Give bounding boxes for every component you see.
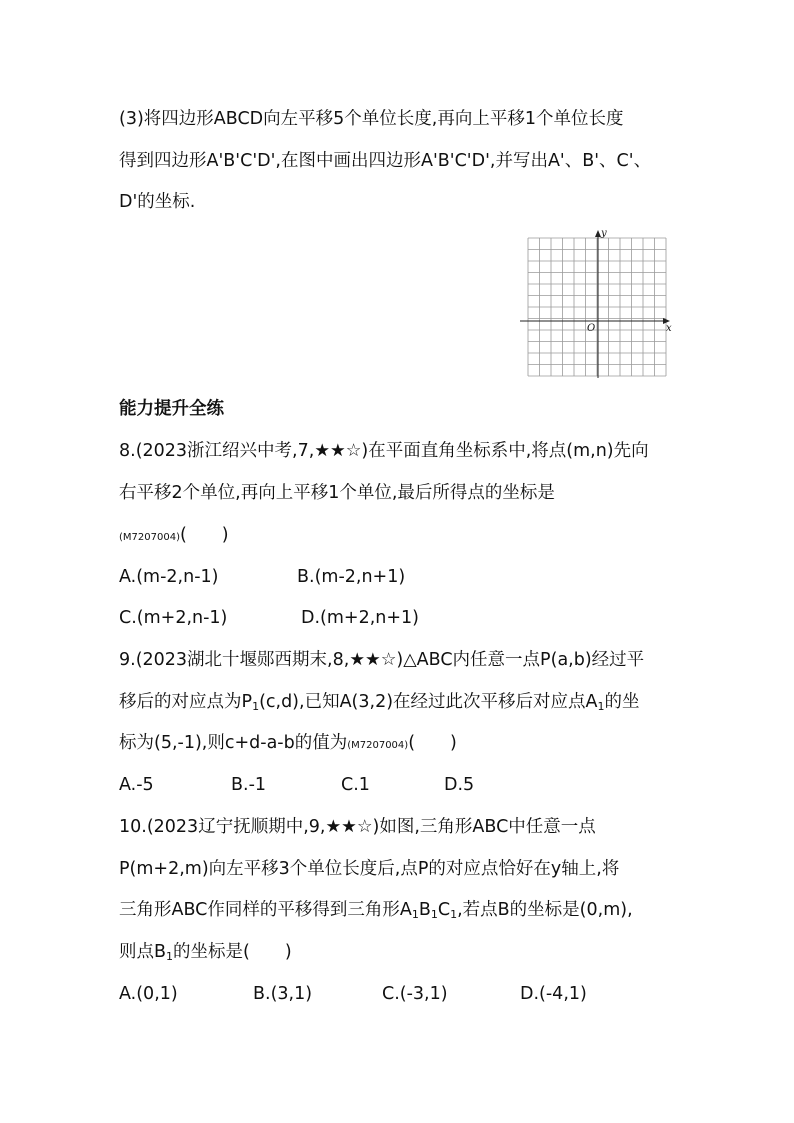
q10-option-a: A.(0,1) (119, 984, 178, 1004)
q10-line3-text-a: 三角形ABC作同样的平移得到三角形A (119, 900, 412, 920)
q10-subscript: 1 (430, 908, 438, 921)
q10-line3-text-d: ,若点B的坐标是(0,m), (457, 900, 633, 920)
q9-line1: 9.(2023湖北十堰郧西期末,8,★★☆)△ABC内任意一点P(a,b)经过平 (119, 650, 645, 670)
q8-option-a: A.(m-2,n-1) (119, 567, 219, 587)
q8-option-d: D.(m+2,n+1) (301, 608, 419, 628)
q7-part3-line2: 得到四边形A'B'C'D',在图中画出四边形A'B'C'D',并写出A'、B'、C'、 (119, 151, 652, 171)
q9-answer-bracket: ( ) (408, 733, 457, 753)
q8-option-c: C.(m+2,n-1) (119, 608, 228, 628)
q9-line2-text-c: 的坐 (604, 692, 640, 712)
q9-option-b: B.-1 (231, 775, 267, 795)
q10-line4-text-a: 则点B (119, 942, 167, 962)
q9-line2 (119, 690, 640, 714)
q8-code: (M7207004) (119, 532, 180, 543)
q8-line3 (119, 523, 229, 550)
q8-line2: 右平移2个单位,再向上平移1个单位,最后所得点的坐标是 (119, 483, 555, 503)
q9-code: (M7207004) (347, 740, 409, 751)
grid-lines (528, 238, 666, 376)
q10-line3-text-c: C (437, 900, 451, 920)
q9-option-c: C.1 (341, 775, 370, 795)
q10-line3 (119, 898, 633, 922)
q8-line1: 8.(2023浙江绍兴中考,7,★★☆)在平面直角坐标系中,将点(m,n)先向 (119, 441, 649, 461)
q9-line3-text: 标为(5,-1),则c+d-a-b的值为 (119, 733, 348, 753)
q7-part3-line3: D'的坐标. (119, 192, 196, 212)
q7-part3-line1: (3)将四边形ABCD向左平移5个单位长度,再向上平移1个单位长度 (119, 109, 624, 129)
y-axis-label: y (601, 228, 607, 239)
q10-option-c: C.(-3,1) (382, 984, 448, 1004)
origin-label: O (587, 323, 596, 334)
q10-line1: 10.(2023辽宁抚顺期中,9,★★☆)如图,三角形ABC中任意一点 (119, 817, 596, 837)
q9-subscript: 1 (252, 700, 260, 713)
q10-line4 (119, 940, 292, 964)
q9-line2-text-a: 移后的对应点为P (119, 692, 253, 712)
q10-subscript: 1 (166, 950, 174, 963)
q8-answer-bracket: ( ) (179, 525, 229, 545)
q10-subscript: 1 (450, 908, 458, 921)
x-axis-label: x (666, 323, 672, 334)
q9-option-d: D.5 (444, 775, 475, 795)
coordinate-grid-figure (518, 228, 678, 380)
q9-option-a: A.-5 (119, 775, 154, 795)
q10-line3-text-b: B (418, 900, 431, 920)
q8-option-b: B.(m-2,n+1) (297, 567, 406, 587)
q9-subscript: 1 (597, 700, 605, 713)
q10-option-b: B.(3,1) (253, 984, 313, 1004)
q10-subscript: 1 (411, 908, 419, 921)
q10-line2: P(m+2,m)向左平移3个单位长度后,点P的对应点恰好在y轴上,将 (119, 859, 620, 879)
q10-option-d: D.(-4,1) (520, 984, 587, 1004)
section-title: 能力提升全练 (119, 399, 224, 419)
q9-line2-text-b: (c,d),已知A(3,2)在经过此次平移后对应点A (259, 692, 598, 712)
q9-line3 (119, 731, 457, 758)
q10-line4-text-b: 的坐标是( ) (173, 942, 292, 962)
